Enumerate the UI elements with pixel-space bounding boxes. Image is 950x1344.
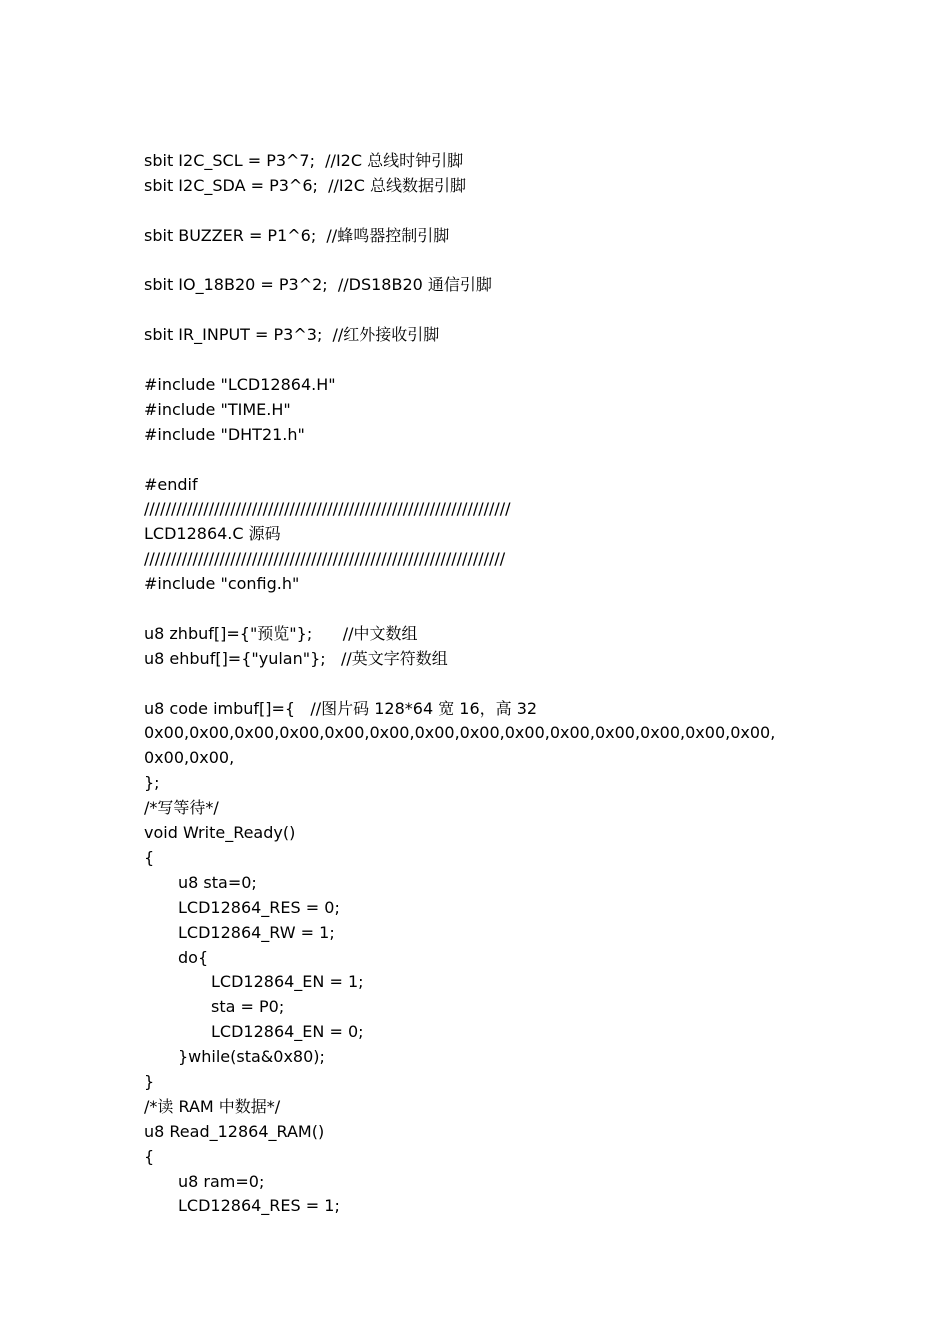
code-line: do{ <box>178 947 209 967</box>
code-line: #endif <box>144 474 198 494</box>
code-line: u8 code imbuf[]={ //图片码 128*64 宽 16，高 32 <box>144 698 538 718</box>
code-line: /*写等待*/ <box>144 798 219 818</box>
blank-line <box>144 672 824 697</box>
code-line: u8 Read_12864_RAM() <box>144 1121 325 1141</box>
code-line: LCD12864_RES = 1; <box>178 1196 340 1216</box>
code-line: sbit BUZZER = P1^6; //蜂鸣器控制引脚 <box>144 225 450 245</box>
blank-line <box>144 249 824 274</box>
code-line: LCD12864_RES = 0; <box>178 897 340 917</box>
code-line: u8 ram=0; <box>178 1171 265 1191</box>
blank-line <box>144 597 824 622</box>
blank-line <box>144 348 824 373</box>
blank-line <box>144 298 824 323</box>
code-line: #include "config.h" <box>144 574 300 594</box>
code-line: #include "LCD12864.H" <box>144 375 336 395</box>
code-line: 0x00,0x00, <box>144 748 235 768</box>
code-line: void Write_Ready() <box>144 823 296 843</box>
code-line: /////////////////////////////////////////////////////////////////// <box>144 549 506 569</box>
code-line: #include "DHT21.h" <box>144 424 305 444</box>
code-line: sbit I2C_SCL = P3^7; //I2C 总线时钟引脚 <box>144 151 464 170</box>
code-line: { <box>144 1146 155 1166</box>
code-line: LCD12864_EN = 1; <box>211 972 364 992</box>
blank-line <box>144 448 824 473</box>
code-line: sbit I2C_SDA = P3^6; //I2C 总线数据引脚 <box>144 175 467 195</box>
code-line: sbit IR_INPUT = P3^3; //红外接收引脚 <box>144 325 440 345</box>
code-line: u8 ehbuf[]={"yulan"}; //英文字符数组 <box>144 648 448 668</box>
code-line: 0x00,0x00,0x00,0x00,0x00,0x00,0x00,0x00,0x00,0x00,0x00,0x00,0x00,0x00, <box>144 723 776 743</box>
code-line: } <box>144 1071 155 1091</box>
code-listing <box>144 149 824 1219</box>
code-line: { <box>144 847 155 867</box>
code-line: }; <box>144 773 160 793</box>
code-line: //////////////////////////////////////////////////////////////////// <box>144 499 511 519</box>
code-line: /*读 RAM 中数据*/ <box>144 1096 281 1116</box>
code-line: u8 zhbuf[]={"预览"}; //中文数组 <box>144 623 418 643</box>
code-line: LCD12864_EN = 0; <box>211 1022 364 1042</box>
code-line: #include "TIME.H" <box>144 399 291 419</box>
blank-line <box>144 199 824 224</box>
code-line: u8 sta=0; <box>178 872 257 892</box>
code-line: sbit IO_18B20 = P3^2; //DS18B20 通信引脚 <box>144 275 492 295</box>
code-line: LCD12864.C 源码 <box>144 524 281 544</box>
code-line: LCD12864_RW = 1; <box>178 922 335 942</box>
code-line: }while(sta&0x80); <box>178 1047 325 1067</box>
code-line: sta = P0; <box>211 997 285 1017</box>
